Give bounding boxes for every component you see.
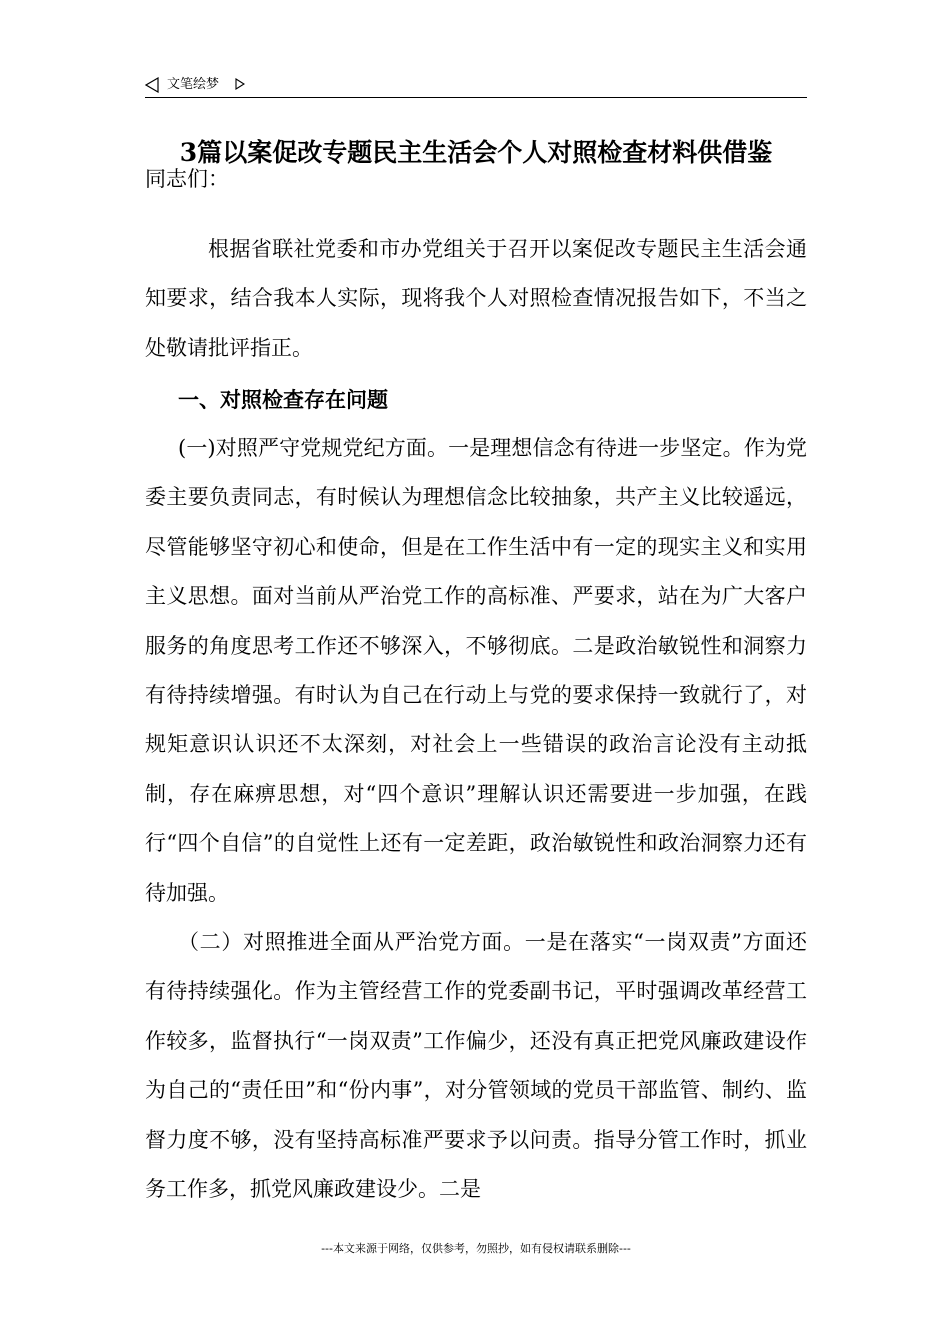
paragraph-section-1: (一)对照严守党规党纪方面。一是理想信念有待进一步坚定。作为党委主要负责同志，有时候认为理想信念比较抽象，共产主义比较遥远，尽管能够坚守初心和使命，但是在工作生活中有一定的现实主义和实用主义思想。面对当前从严治党工作的高标准、严要求，站在为广大客户服务的角度思考工作还不够深入，不够彻底。二是政治敏锐性和洞察力有待持续增强。有时认为自己在行动上与党的要求保持一致就行了，对规矩意识认识还不太深刻，对社会上一些错误的政治言论没有主动抵制，存在麻痹思想，对“四个意识”理解认识还需要进一步加强，在践行“四个自信”的自觉性上还有一定差距，政治敏锐性和政治洞察力还有待加强。 (145, 436, 807, 905)
section-heading: 一、对照检查存在问题 (178, 387, 388, 412)
header-brand: 文笔绘梦 (167, 77, 220, 92)
footer-disclaimer: ---本文来源于网络，仅供参考，勿照抄，如有侵权请联系删除--- (321, 1242, 631, 1255)
page-header (145, 74, 807, 98)
triangle-right-icon (235, 78, 245, 90)
salutation: 同志们： (145, 167, 229, 191)
paragraph-intro: 根据省联社党委和市办党组关于召开以案促改专题民主生活会通知要求，结合我本人实际，现将我个人对照检查情况报告如下，不当之处敬请批评指正。 (145, 237, 807, 360)
paragraph-section-2: （二）对照推进全面从严治党方面。一是在落实“一岗双责”方面还有待持续强化。作为主管经营工作的党委副书记，平时强调改革经营工作较多，监督执行“一岗双责”工作偏少，还没有真正把党风廉政建设作为自己的“责任田”和“份内事”，对分管领域的党员干部监管、制约、监督力度不够，没有坚持高标准严要求予以问责。指导分管工作时，抓业务工作多，抓党风廉政建设少。二是 (145, 930, 807, 1202)
header-divider (145, 97, 807, 98)
document-title: 3篇以案促改专题民主生活会个人对照检查材料供借鉴 (179, 138, 773, 167)
triangle-left-icon (145, 77, 159, 93)
